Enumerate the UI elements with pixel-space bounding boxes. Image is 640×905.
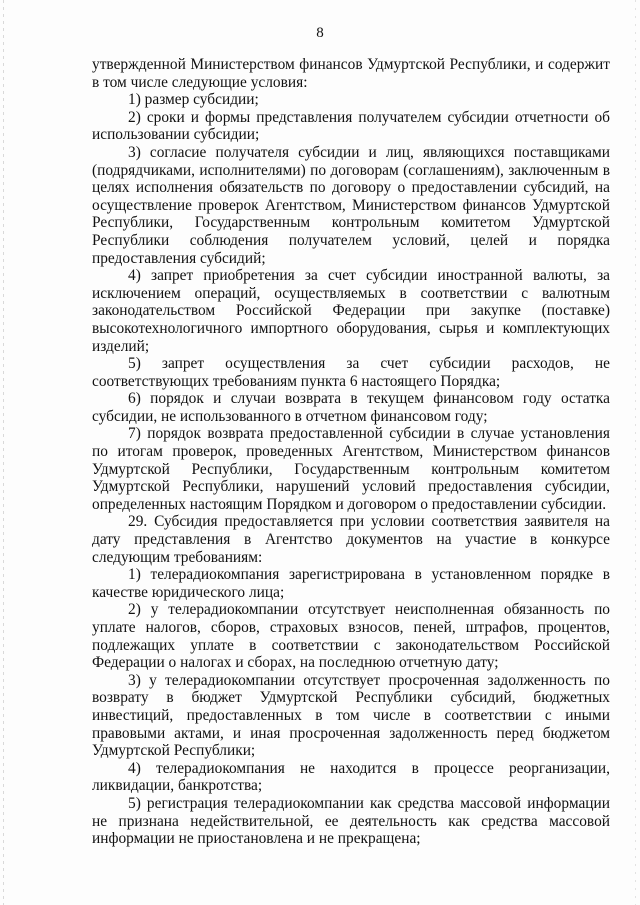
scan-edge-right: [635, 0, 636, 905]
paragraph-item-29: 29. Субсидия предоставляется при условии соответствия заявителя на дату представления в Агентство документов на участие в конкурсе следующим требованиям:: [92, 513, 610, 566]
paragraph-condition-1: 1) размер субсидии;: [128, 91, 259, 109]
paragraph-continuation: утвержденной Министерством финансов Удмуртской Республики, и содержит в том числе следующие условия:: [92, 56, 610, 91]
document-body: [92, 56, 610, 848]
paragraph-condition-5: 5) запрет осуществления за счет субсидии расходов, не соответствующих требованиям пункта 6 настоящего Порядка;: [92, 355, 610, 390]
paragraph-condition-2: 2) сроки и формы представления получателем субсидии отчетности об использовании субсидии;: [92, 108, 610, 144]
page-number: 8: [316, 25, 324, 41]
paragraph-requirement-5: 5) регистрация телерадиокомпании как средства массовой информации не признана недействительной, ее деятельность как средства массовой информации не приостановлена и не прекращена;: [92, 794, 610, 848]
paragraph-requirement-2: 2) у телерадиокомпании отсутствует неисполненная обязанность по уплате налогов, сборов, страховых взносов, пеней, штрафов, процентов, подлежащих уплате в соответствии с законодательством Российской Федерации о налогах и сборах, на последнюю отчетную дату;: [92, 601, 610, 672]
paragraph-requirement-4: 4) телерадиокомпания не находится в процессе реорганизации, ликвидации, банкротства;: [92, 759, 610, 795]
scan-edge-left: [3, 0, 4, 905]
paragraph-condition-6: 6) порядок и случаи возврата в текущем финансовом году остатка субсидии, не использованного в отчетном финансовом году;: [92, 390, 610, 425]
paragraph-condition-3: 3) согласие получателя субсидии и лиц, являющихся поставщиками (подрядчиками, исполнителями) по договорам (соглашениям), заключенным в целях исполнения обязательств по договору о предоставлении субсидий, на осуществление проверок Агентством, Министерством финансов Удмуртской Республики, Государственным контрольным комитетом Удмуртской Республики соблюдения получателем условий, целей и порядка предоставления субсидий;: [92, 143, 610, 267]
paragraph-condition-7: 7) порядок возврата предоставленной субсидии в случае установления по итогам проверок, проведенных Агентством, Министерством финансов Удмуртской Республики, Государственным контрольным комитетом Удмуртской Республики, нарушений условий предоставления субсидии, определенных настоящим Порядком и договором о предоставлении субсидии.: [92, 425, 610, 513]
paragraph-condition-4: 4) запрет приобретения за счет субсидии иностранной валюты, за исключением операций, осуществляемых в соответствии с валютным законодательством Российской Федерации при закупке (поставке) высокотехнологичного импортного оборудования, сырья и комплектующих изделий;: [92, 267, 610, 355]
paragraph-requirement-3: 3) у телерадиокомпании отсутствует просроченная задолженность по возврату в бюджет Удмуртской Республики субсидий, бюджетных инвестиций, предоставленных в том числе в соответствии с иными правовыми актами, и иная просроченная задолженность перед бюджетом Удмуртской Республики;: [92, 671, 610, 760]
paragraph-requirement-1: 1) телерадиокомпания зарегистрирована в установленном порядке в качестве юридического лица;: [92, 566, 610, 601]
